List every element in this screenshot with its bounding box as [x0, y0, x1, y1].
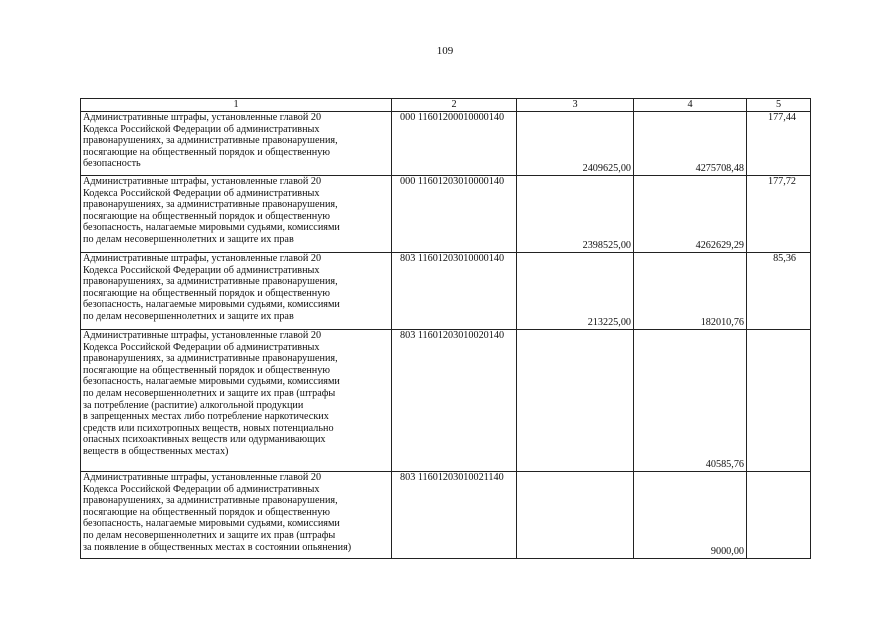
- row-name-line: Кодекса Российской Федерации об административных: [83, 264, 320, 276]
- row-col4-cell: 4262629,29: [634, 176, 747, 253]
- table-row: [81, 472, 811, 559]
- row-col5-cell: [747, 330, 811, 472]
- row-name-line: Административные штрафы, установленные главой 20: [83, 112, 322, 123]
- row-col3-cell: 2398525,00: [517, 176, 634, 253]
- row-name-line: веществ в общественных местах): [83, 445, 229, 457]
- revenue-table: [80, 98, 811, 559]
- row-name-line: посягающие на общественный порядок и общественную: [83, 146, 330, 158]
- column-header-3: 3: [517, 99, 634, 112]
- row-col4-cell: 182010,76: [634, 253, 747, 330]
- row-code-cell: 803 11601203010021140: [392, 472, 517, 559]
- row-name-line: безопасность, налагаемые мировыми судьями, комиссиями: [83, 376, 340, 388]
- row-name-line: правонарушениях, за административные правонарушения,: [83, 353, 338, 365]
- row-code-cell: 000 11601200010000140: [392, 112, 517, 176]
- row-name-line: средств или психотропных веществ, новых потенциально: [83, 422, 334, 434]
- table-row: [81, 253, 811, 330]
- row-name-line: Кодекса Российской Федерации об административных: [83, 483, 320, 495]
- table-row: [81, 176, 811, 253]
- row-name-line: безопасность, налагаемые мировыми судьями, комиссиями: [83, 222, 340, 234]
- row-name-line: за появление в общественных местах в состоянии опьянения): [83, 541, 352, 553]
- table-header-row: [81, 99, 811, 112]
- row-name-line: правонарушениях, за административные правонарушения,: [83, 495, 338, 507]
- row-col3-cell: 213225,00: [517, 253, 634, 330]
- row-name-cell: [81, 330, 392, 472]
- page-number: 109: [436, 45, 454, 57]
- row-name-line: безопасность, налагаемые мировыми судьями, комиссиями: [83, 299, 340, 311]
- row-col5-cell: 177,72: [747, 176, 811, 253]
- row-name-line: Кодекса Российской Федерации об административных: [83, 341, 320, 353]
- row-col4-cell: 9000,00: [634, 472, 747, 559]
- row-name-line: Административные штрафы, установленные главой 20: [83, 253, 322, 264]
- row-name-line: посягающие на общественный порядок и общественную: [83, 364, 330, 376]
- row-name-line: правонарушениях, за административные правонарушения,: [83, 276, 338, 288]
- row-name-line: по делам несовершеннолетних и защите их прав (штрафы: [83, 529, 336, 541]
- row-code-cell: 000 11601203010000140: [392, 176, 517, 253]
- row-name-line: Кодекса Российской Федерации об административных: [83, 187, 320, 199]
- row-name-cell: [81, 472, 392, 559]
- row-name-line: безопасность: [83, 158, 141, 170]
- row-name-line: Административные штрафы, установленные главой 20: [83, 176, 322, 187]
- row-name-line: посягающие на общественный порядок и общественную: [83, 506, 330, 518]
- column-header-4: 4: [634, 99, 747, 112]
- row-name-line: за потребление (распитие) алкогольной продукции: [83, 399, 304, 411]
- row-name-line: посягающие на общественный порядок и общественную: [83, 287, 330, 299]
- row-col4-cell: 40585,76: [634, 330, 747, 472]
- row-name-line: Административные штрафы, установленные главой 20: [83, 472, 322, 483]
- row-col5-cell: [747, 472, 811, 559]
- row-code-cell: 803 11601203010020140: [392, 330, 517, 472]
- row-name-line: Административные штрафы, установленные главой 20: [83, 330, 322, 341]
- row-name-cell: [81, 176, 392, 253]
- row-name-line: Кодекса Российской Федерации об административных: [83, 123, 320, 135]
- row-name-line: безопасность, налагаемые мировыми судьями, комиссиями: [83, 518, 340, 530]
- row-name-line: правонарушениях, за административные правонарушения,: [83, 135, 338, 147]
- row-code-cell: 803 11601203010000140: [392, 253, 517, 330]
- row-col5-cell: 177,44: [747, 112, 811, 176]
- row-col5-cell: 85,36: [747, 253, 811, 330]
- row-col3-cell: 2409625,00: [517, 112, 634, 176]
- row-col4-cell: 4275708,48: [634, 112, 747, 176]
- row-name-line: по делам несовершеннолетних и защите их прав (штрафы: [83, 387, 336, 399]
- row-name-cell: [81, 253, 392, 330]
- table-row: [81, 330, 811, 472]
- row-col3-cell: [517, 330, 634, 472]
- column-header-5: 5: [747, 99, 811, 112]
- row-name-line: правонарушениях, за административные правонарушения,: [83, 199, 338, 211]
- column-header-1: 1: [81, 99, 392, 112]
- column-header-2: 2: [392, 99, 517, 112]
- row-col3-cell: [517, 472, 634, 559]
- row-name-line: по делам несовершеннолетних и защите их прав: [83, 310, 294, 322]
- table-row: [81, 112, 811, 176]
- row-name-line: посягающие на общественный порядок и общественную: [83, 210, 330, 222]
- row-name-line: в запрещенных местах либо потребление наркотических: [83, 411, 329, 423]
- row-name-line: по делам несовершеннолетних и защите их прав: [83, 233, 294, 245]
- row-name-line: опасных психоактивных веществ или одурманивающих: [83, 434, 326, 446]
- row-name-cell: [81, 112, 392, 176]
